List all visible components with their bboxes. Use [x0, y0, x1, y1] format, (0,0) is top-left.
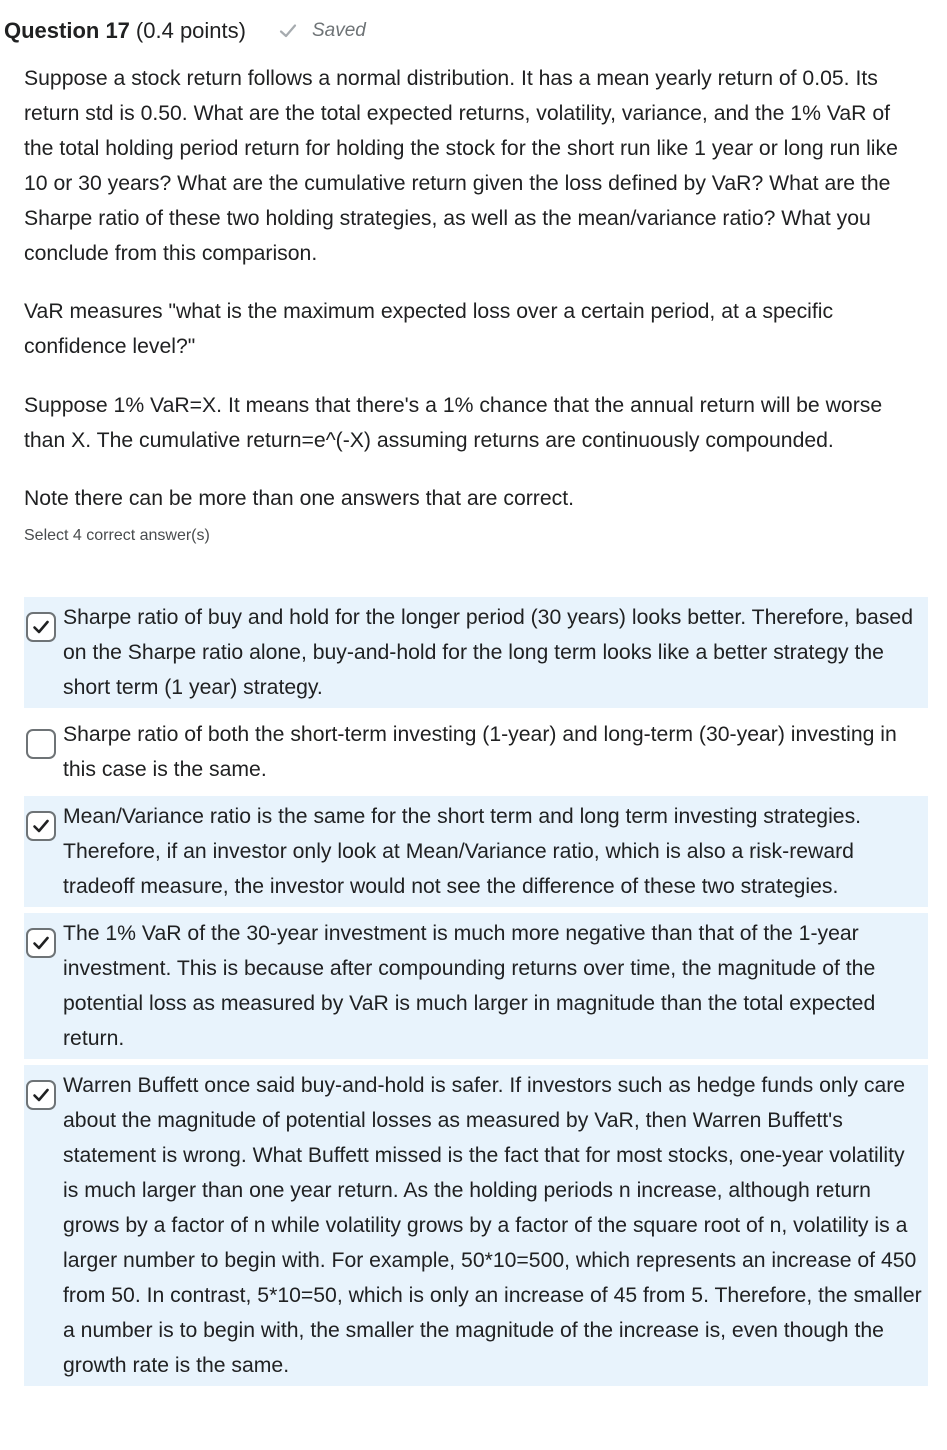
question-paragraph: Suppose 1% VaR=X. It means that there's a 1% chance that the annual return will be worse than X. The cumulative return=e^(-X) assuming returns are continuously compounded.: [24, 394, 883, 452]
answer-text: The 1% VaR of the 30-year investment is much more negative than that of the 1-year investment. This is because after compounding returns over time, the magnitude of the potential loss as measured by VaR is much larger in magnitude than the total expected return.: [63, 922, 876, 1050]
saved-label: Saved: [311, 20, 366, 41]
answer-text: Warren Buffett once said buy-and-hold is safer. If investors such as hedge funds only care about the magnitude of potential losses as measured by VaR, then Warren Buffett's statement is wrong. What Buffett missed is the fact that for most stocks, one-year volatility is much larger than one year return. As the holding periods n increase, although return grows by a factor of n while volatility grows by a factor of the square root of n, volatility is a larger number to begin with. For example, 50*10=500, which represents an increase of 450 from 50. In contrast, 5*10=50, which is only an increase of 45 from 5. Therefore, the smaller a number is to begin with, the smaller the magnitude of the increase is, even though the growth rate is the same.: [63, 1074, 922, 1377]
answer-checkbox[interactable]: [26, 612, 56, 642]
checkmark-icon: [278, 21, 298, 41]
answer-option[interactable]: [24, 714, 928, 790]
checkmark-icon: [31, 617, 51, 637]
select-hint: Select 4 correct answer(s): [24, 527, 210, 544]
answer-text: Mean/Variance ratio is the same for the short term and long term investing strategies. Therefore, if an investor only look at Mean/Variance ratio, which is also a risk-reward tradeoff measure, the investor would not see the difference of these two strategies.: [63, 805, 862, 898]
question-paragraph: Suppose a stock return follows a normal distribution. It has a mean yearly return of 0.05. Its return std is 0.50. What are the total expected returns, volatility, variance, and the 1% VaR of the total holding period return for holding the stock for the short run like 1 year or long run like 10 or 30 years? What are the cumulative return given the loss defined by VaR? What are the Sharpe ratio of these two holding strategies, as well as the mean/variance ratio? What you conclude from this comparison.: [24, 67, 898, 265]
question-body: [24, 61, 924, 547]
checkmark-icon: [31, 816, 51, 836]
question-header: [4, 15, 366, 47]
question-title: Question 17: [4, 18, 130, 43]
answer-option[interactable]: [24, 913, 928, 1059]
answer-checkbox[interactable]: [26, 811, 56, 841]
answer-text: Sharpe ratio of both the short-term investing (1-year) and long-term (30-year) investing in this case is the same.: [63, 723, 897, 781]
question-paragraph: VaR measures "what is the maximum expected loss over a certain period, at a specific confidence level?": [24, 300, 834, 358]
answer-checkbox[interactable]: [26, 729, 56, 759]
answer-option[interactable]: [24, 597, 928, 708]
answer-list: [24, 597, 928, 1392]
checkmark-icon: [31, 933, 51, 953]
question-points: (0.4 points): [135, 18, 246, 43]
answer-text: Sharpe ratio of buy and hold for the longer period (30 years) looks better. Therefore, based on the Sharpe ratio alone, buy-and-hold for the long term looks like a better strategy the short term (1 year) strategy.: [63, 606, 913, 699]
question-paragraph: Note there can be more than one answers that are correct.: [24, 487, 574, 510]
saved-status: [278, 20, 366, 42]
answer-checkbox[interactable]: [26, 1080, 56, 1110]
checkmark-icon: [31, 1085, 51, 1105]
answer-option[interactable]: [24, 1065, 928, 1386]
answer-option[interactable]: [24, 796, 928, 907]
answer-checkbox[interactable]: [26, 928, 56, 958]
